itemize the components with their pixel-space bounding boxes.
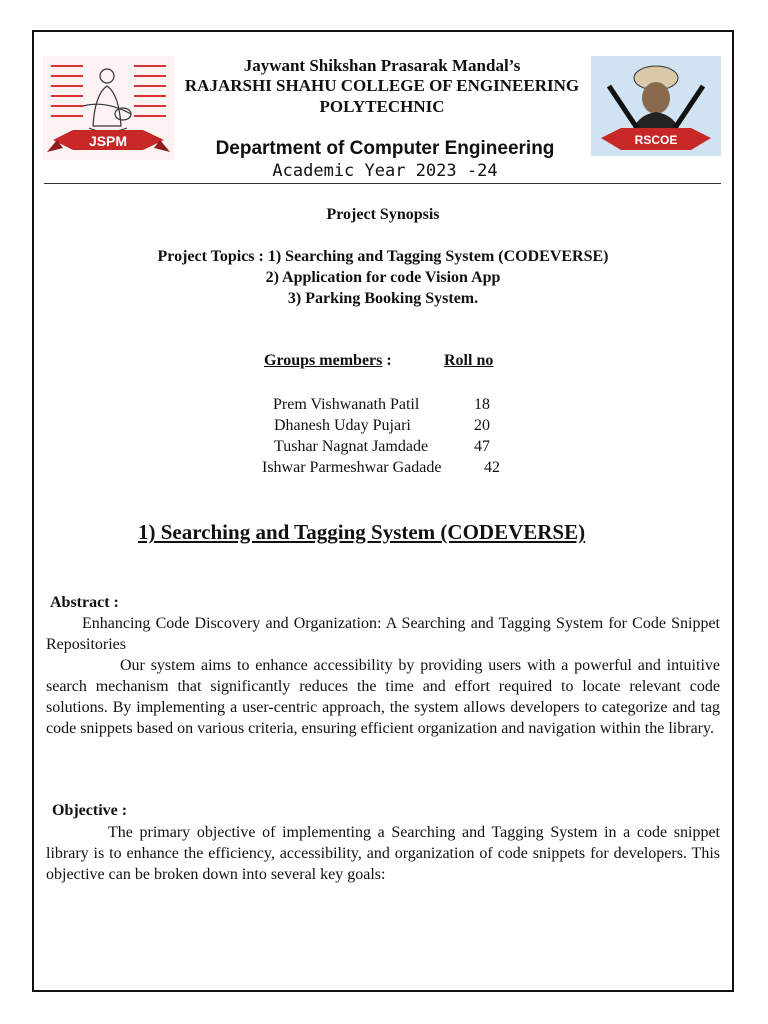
institute-name: POLYTECHNIC [319,97,445,116]
department-name: Department of Computer Engineering [215,138,555,159]
member-roll: 47 [474,438,490,455]
objective-body: The primary objective of implementing a Searching and Tagging System in a code snippet library is to enhance the efficiency, accessibility, and organization of code snippets for developers. This objective can be broken down into several key goals: [46,824,720,883]
svg-text:JSPM: JSPM [88,133,128,149]
member-roll: 20 [474,417,490,434]
jspm-logo-icon [43,56,174,160]
synopsis-title: Project Synopsis [326,206,440,223]
member-name: Dhanesh Uday Pujari [274,417,411,434]
academic-year: Academic Year 2023 -24 [272,161,498,181]
project-topic-3: 3) Parking Booking System. [287,290,479,307]
members-heading [264,352,494,370]
member-roll: 42 [484,459,500,476]
members-heading-label: Groups members [264,352,383,369]
abstract-subtitle: Enhancing Code Discovery and Organization: A Searching and Tagging System for Code Snippet Repositories [46,615,720,653]
project-topic-2: 2) Application for code Vision App [265,269,501,286]
abstract-label: Abstract : [50,594,119,611]
rscoe-logo [591,56,721,156]
abstract-body: Our system aims to enhance accessibility by providing users with a powerful and intuitive search mechanism that significantly reduces the time and effort required to locate relevant code solutions. By implementing a user-centric approach, the system allows developers to categorize and tag code snippets based on various criteria, ensuring efficient organization and navigation within the library. [46,657,720,737]
member-name: Tushar Nagnat Jamdade [274,438,429,455]
roll-heading: Roll no [444,352,494,369]
project-topic-1: Project Topics : 1) Searching and Tagging System (CODEVERSE) [157,248,609,265]
jspm-logo [43,56,174,160]
members-heading-separator: : [386,352,392,369]
objective-label: Objective : [52,802,128,819]
header-divider [44,183,721,184]
section-title: 1) Searching and Tagging System (CODEVERSE) [138,520,586,544]
member-name: Prem Vishwanath Patil [273,396,420,413]
member-name: Ishwar Parmeshwar Gadade [262,459,442,476]
member-roll: 18 [474,396,490,413]
college-name: RAJARSHI SHAHU COLLEGE OF ENGINEERING [184,76,580,95]
rscoe-logo-icon [591,56,721,156]
organization-name: Jaywant Shikshan Prasarak Mandal’s [243,56,521,75]
svg-text:RSCOE: RSCOE [634,133,678,147]
